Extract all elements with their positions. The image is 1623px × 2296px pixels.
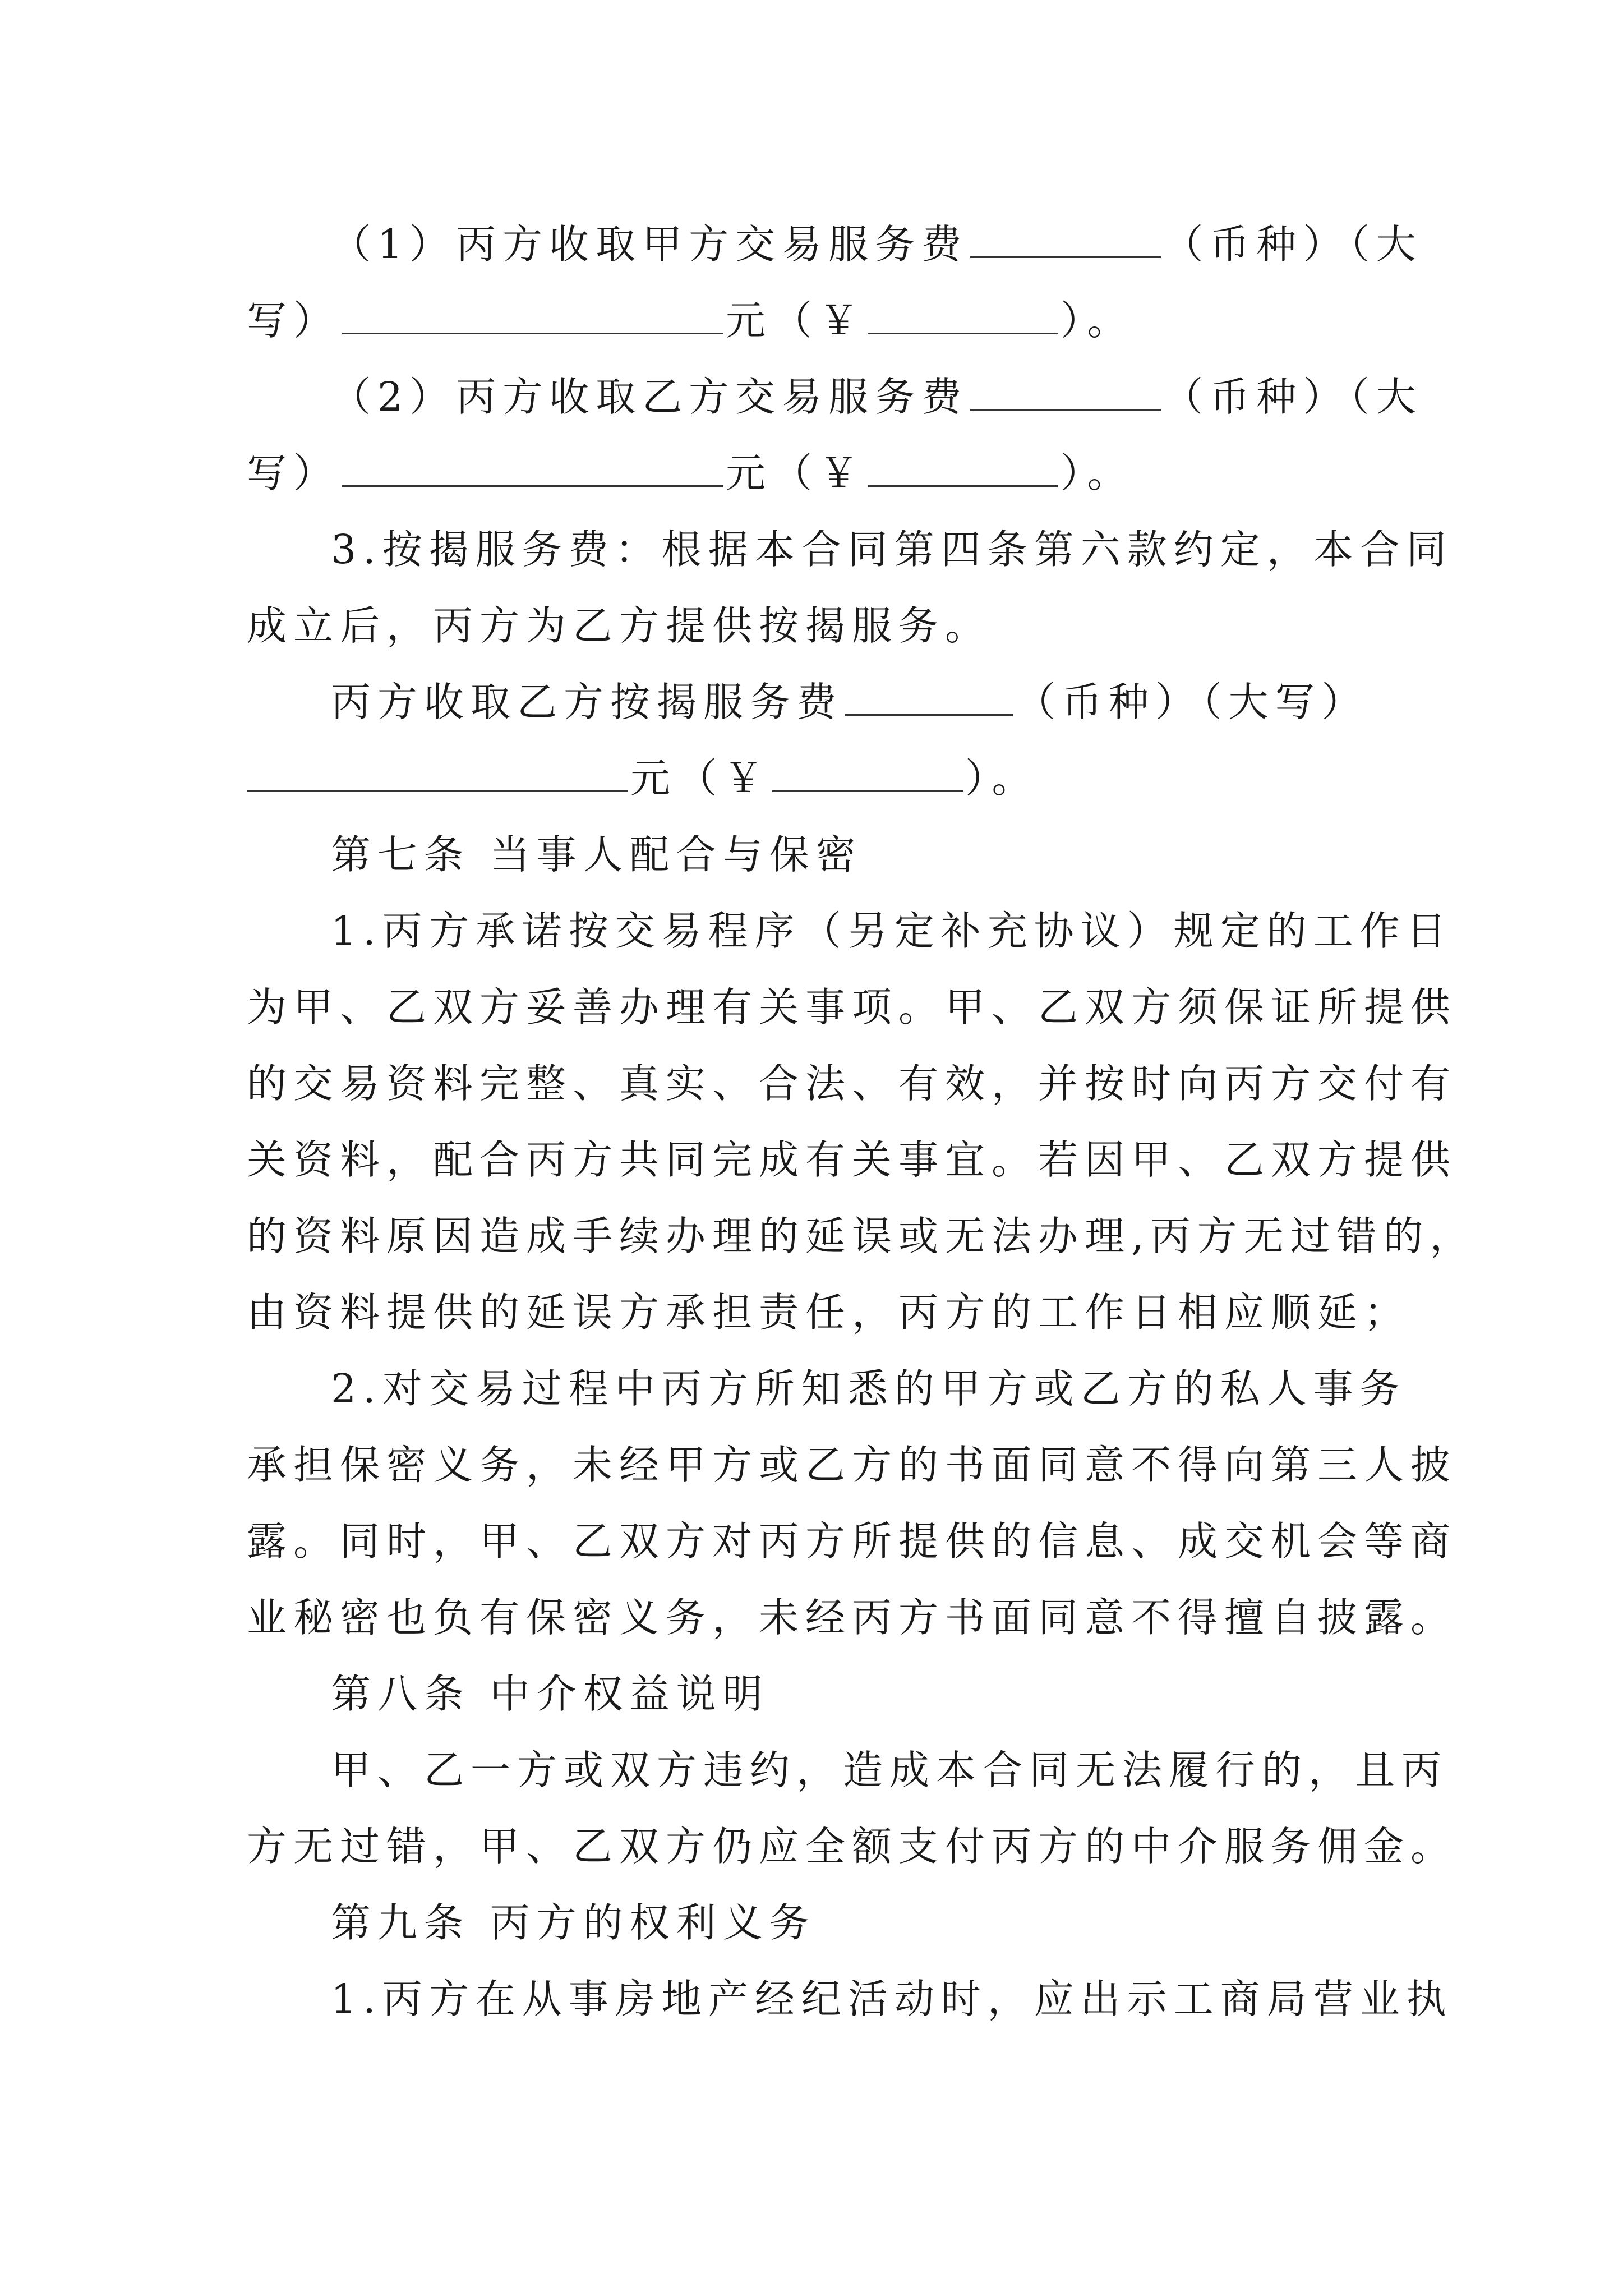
article-7-title: 第七条 当事人配合与保密	[331, 831, 863, 878]
capital-amount-blank[interactable]	[342, 289, 723, 334]
fee-b-line-2	[247, 434, 1391, 513]
article-9-title: 第九条 丙方的权利义务	[331, 1899, 816, 1946]
article-8-title: 第八条 中介权益说明	[331, 1671, 769, 1717]
mortgage-fee-text-post: （币种）（大写）	[1016, 679, 1368, 725]
mortgage-fee-line-1	[247, 663, 1475, 742]
capital-amount-blank[interactable]	[342, 441, 723, 487]
fee-a-text-post: （币种）（大	[1163, 221, 1423, 268]
fee-a-close: ）。	[1061, 297, 1134, 344]
article-7-para-2-line-4: 业秘密也负有保密义务，未经丙方书面同意不得擅自披露。	[247, 1594, 1458, 1641]
fee-a-line-1	[247, 205, 1475, 284]
price-blank[interactable]	[868, 289, 1058, 334]
article-7-para-1-line-1: 1.丙方承诺按交易程序（另定补充协议）规定的工作日	[331, 908, 1453, 954]
fee-b-capital-label: 写）	[247, 450, 340, 496]
article-9-line-1: 1.丙方在从事房地产经纪活动时，应出示工商局营业执	[331, 1976, 1453, 2022]
fee-b-text-pre: （2）丙方收取乙方交易服务费	[331, 374, 969, 420]
fee-b-yuan-label: 元（￥	[726, 450, 866, 496]
fee-a-line-2	[247, 282, 1391, 360]
article-7-para-2-line-3: 露。同时，甲、乙双方对丙方所提供的信息、成交机会等商	[247, 1518, 1458, 1565]
article-7-para-1-line-2: 为甲、乙双方妥善办理有关事项。甲、乙双方须保证所提供	[247, 984, 1458, 1030]
currency-blank[interactable]	[845, 670, 1013, 716]
article-7-para-2-line-1: 2.对交易过程中丙方所知悉的甲方或乙方的私人事务	[331, 1365, 1407, 1412]
mortgage-close: ）。	[965, 755, 1039, 802]
article-8-line-2: 方无过错，甲、乙双方仍应全额支付丙方的中介服务佣金。	[247, 1823, 1458, 1870]
currency-blank[interactable]	[970, 213, 1161, 258]
capital-amount-blank[interactable]	[247, 747, 628, 792]
article-7-para-1-line-5: 的资料原因造成手续办理的延误或无法办理,丙方无过错的，	[247, 1213, 1477, 1259]
price-blank[interactable]	[868, 441, 1058, 487]
fee-a-capital-label: 写）	[247, 297, 340, 344]
article-7-para-1-line-4: 关资料，配合丙方共同完成有关事宜。若因甲、乙双方提供	[247, 1137, 1458, 1183]
article-8-line-1: 甲、乙一方或双方违约，造成本合同无法履行的，且丙	[331, 1747, 1449, 1793]
fee-a-text-pre: （1）丙方收取甲方交易服务费	[331, 221, 969, 268]
mortgage-line-1: 3.按揭服务费：根据本合同第四条第六款约定，本合同	[331, 526, 1453, 573]
article-7-para-2-line-2: 承担保密义务，未经甲方或乙方的书面同意不得向第三人披	[247, 1442, 1458, 1488]
fee-b-close: ）。	[1061, 450, 1134, 496]
mortgage-fee-line-2	[247, 739, 1391, 818]
mortgage-line-2: 成立后，丙方为乙方提供按揭服务。	[247, 602, 992, 649]
fee-b-text-post: （币种）（大	[1163, 374, 1423, 420]
fee-b-line-1	[247, 358, 1475, 436]
mortgage-yuan-label: 元（￥	[630, 755, 771, 802]
price-blank[interactable]	[772, 747, 963, 792]
fee-a-yuan-label: 元（￥	[726, 297, 866, 344]
currency-blank[interactable]	[970, 365, 1161, 411]
mortgage-fee-text-pre: 丙方收取乙方按揭服务费	[331, 679, 843, 725]
article-7-para-1-line-6: 由资料提供的延误方承担责任，丙方的工作日相应顺延；	[247, 1289, 1411, 1336]
article-7-para-1-line-3: 的交易资料完整、真实、合法、有效，并按时向丙方交付有	[247, 1060, 1458, 1107]
